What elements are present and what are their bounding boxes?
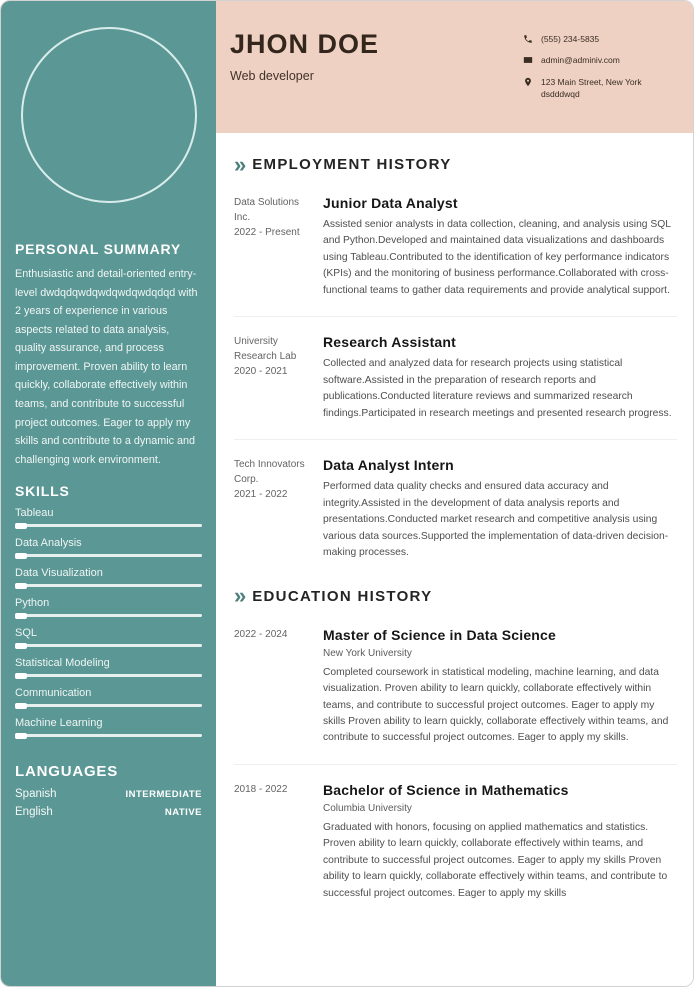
section-title: EDUCATION HISTORY: [252, 587, 433, 605]
job-description: Assisted senior analysts in data collection, cleaning, and analysis using SQL and Python.Developed and maintained data visualizations and dashboards using Tableau.Contributed to the identification of key performance indicators (KPIs) and the monitoring of business performance.Collaborated with cross-functional teams to gather data requirements and provide analytical support.: [323, 219, 671, 296]
email-icon: [523, 55, 533, 65]
contact-address: [541, 76, 642, 101]
language-level: INTERMEDIATE: [125, 789, 202, 801]
skill-label: Data Visualization: [15, 567, 103, 580]
degree-title: Master of Science in Data Science: [323, 626, 557, 643]
summary-title: PERSONAL SUMMARY: [15, 241, 182, 257]
contact-address-row: [523, 76, 681, 101]
main-content: [216, 1, 693, 986]
school-name: Columbia University: [323, 802, 412, 814]
skill-bar: [15, 583, 202, 589]
language-row: [15, 806, 202, 818]
skill-bar: [15, 643, 202, 649]
skill-bar: [15, 733, 202, 739]
contact-address-line2: dsdddwqd: [541, 88, 580, 99]
school-name: New York University: [323, 647, 412, 659]
education-body: [323, 782, 677, 902]
education-description: Completed coursework in statistical modeling, machine learning, and data visualization. Proven ability to learn quickly, collaborate effectively within teams, and contribute to successful project outcomes. Eager to apply my skills Proven ability to learn quickly, collaborate effectively within teams, and contribute to successful project outcomes. Eager to apply my skills.: [323, 666, 669, 744]
education-dates: 2018 - 2022: [234, 783, 288, 795]
skills-title: SKILLS: [15, 483, 70, 500]
employment-section: [234, 151, 677, 562]
education-entry: [234, 764, 677, 902]
location-pin-icon: [523, 77, 533, 87]
summary-text: Enthusiastic and detail-oriented entry-level dwdqdqwdqwdqwdqwdqdqd with 2 years of experience in various aspects related to data analysis, quality assurance, and process improvement. Proven ability to learn quickly, collaborate effectively within teams, and contribute to successful project outcomes. Eager to apply my skills and contribute to a dynamic and challenging work environment.: [15, 268, 198, 466]
job-meta: [234, 334, 312, 422]
education-dates: 2022 - 2024: [234, 628, 288, 640]
skill-item: [15, 567, 202, 589]
skill-label: Statistical Modeling: [15, 657, 110, 670]
job-company: Data Solutions Inc.: [234, 197, 300, 223]
skill-item: [15, 717, 202, 739]
skill-label: Communication: [15, 687, 92, 700]
skill-bar: [15, 673, 202, 679]
contact-phone: (555) 234-5835: [541, 34, 600, 44]
job-description: Performed data quality checks and ensured data accuracy and integrity.Assisted in the development of data analysis reports and presentations.Conducted market research and competitive analysis using various data sources.Supported the implementation of data-driven decision-making processes.: [323, 481, 669, 559]
job-body: [323, 334, 677, 422]
degree-title: Bachelor of Science in Mathematics: [323, 781, 569, 798]
job-entry: [234, 316, 677, 422]
job-dates: 2020 - 2021: [234, 366, 288, 378]
contact-email: admin@adminiv.com: [541, 55, 620, 66]
skill-item: [15, 507, 202, 529]
skill-item: [15, 537, 202, 559]
content-body: [216, 133, 693, 902]
education-section: [234, 583, 677, 903]
skill-item: [15, 657, 202, 679]
skill-label: Machine Learning: [15, 717, 103, 730]
phone-icon: [523, 34, 533, 44]
contact-block: [523, 29, 681, 133]
employment-heading: [234, 151, 677, 177]
job-company: University Research Lab: [234, 336, 297, 363]
skill-bar: [15, 523, 202, 529]
job-entry: [234, 439, 677, 561]
skill-bar: [15, 703, 202, 709]
education-entry: [234, 627, 677, 747]
education-heading: [234, 583, 677, 609]
job-description: Collected and analyzed data for research projects using statistical software.Assisted in the preparation of research reports and publications.Conducted literature reviews and summarized research findings.Participated in research meetings and presented research progress.: [323, 358, 672, 419]
language-name: Spanish: [15, 788, 57, 801]
education-body: [323, 627, 677, 747]
contact-email-row: [523, 54, 681, 66]
job-dates: 2021 - 2022: [234, 489, 288, 501]
job-body: [323, 457, 677, 561]
double-chevron-icon: »: [234, 151, 245, 177]
skill-bar: [15, 553, 202, 559]
candidate-role: Web developer: [230, 69, 314, 83]
job-title: Junior Data Analyst: [323, 195, 458, 211]
skill-label: SQL: [15, 627, 38, 640]
skill-item: [15, 627, 202, 649]
header-identity: [230, 29, 379, 133]
education-description: Graduated with honors, focusing on applied mathematics and statistics. Proven ability to learn quickly, collaborate effectively within teams, and contribute to successful project outcomes. Eager to apply my skills Proven ability to learn quickly, collaborate effectively within teams, and contribute to successful project outcomes. Eager to apply my skills: [323, 821, 668, 899]
job-meta: [234, 195, 312, 299]
candidate-name: JHON DOE: [230, 29, 380, 59]
job-meta: [234, 457, 312, 561]
skill-item: [15, 597, 202, 619]
contact-address-line1: 123 Main Street, New York: [541, 76, 642, 87]
job-dates: 2022 - Present: [234, 227, 300, 238]
sidebar: [1, 1, 216, 986]
section-title: EMPLOYMENT HISTORY: [252, 156, 452, 173]
skill-label: Tableau: [15, 507, 54, 520]
job-entry: [234, 195, 677, 299]
language-level: NATIVE: [164, 807, 202, 819]
languages-title: LANGUAGES: [15, 763, 119, 781]
contact-phone-row: [523, 33, 681, 45]
job-title: Data Analyst Intern: [323, 457, 454, 474]
language-row: [15, 788, 202, 800]
job-body: [323, 195, 677, 299]
skill-label: Python: [15, 597, 50, 610]
profile-photo-placeholder: [21, 27, 197, 203]
skill-bar: [15, 613, 202, 619]
job-company: Tech Innovators Corp.: [234, 459, 305, 486]
language-name: English: [15, 806, 53, 819]
skill-item: [15, 687, 202, 709]
double-chevron-icon: »: [234, 583, 245, 609]
job-title: Research Assistant: [323, 334, 457, 351]
header-band: [216, 1, 693, 133]
skill-label: Data Analysis: [15, 537, 82, 550]
